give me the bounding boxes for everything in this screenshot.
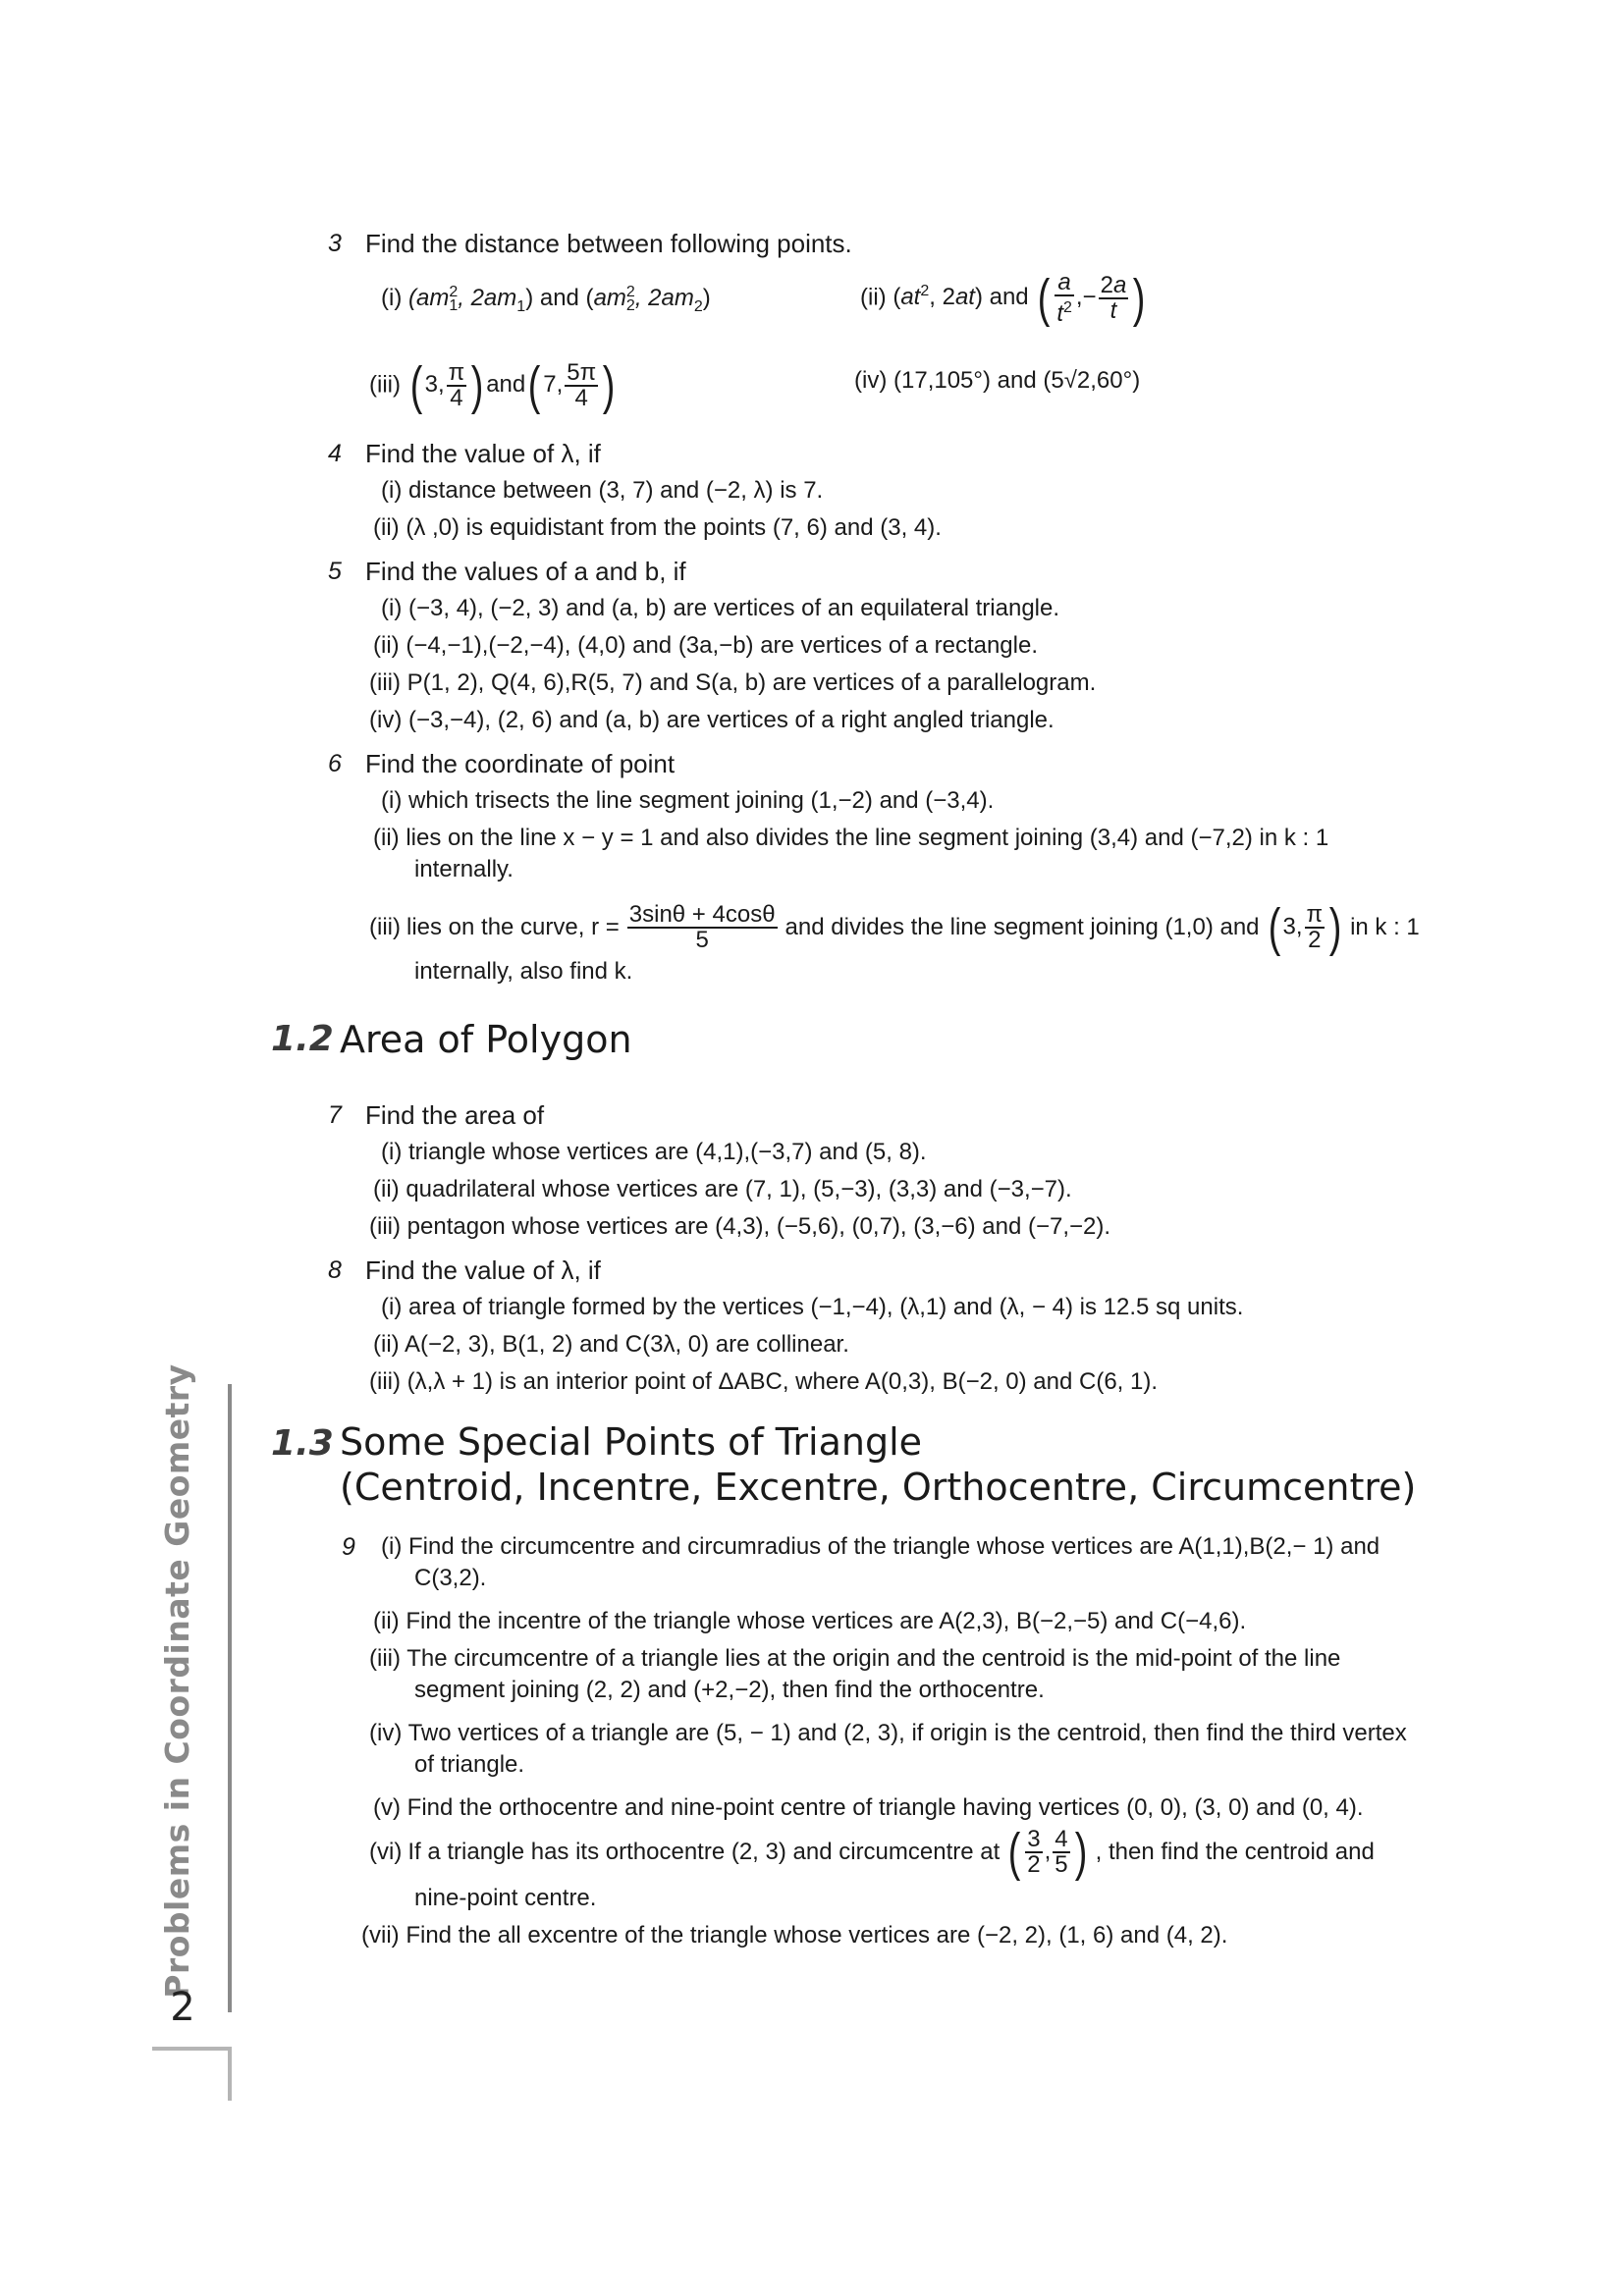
- section-title: Area of Polygon: [340, 1018, 632, 1061]
- question-text: Find the value of λ, if: [365, 439, 601, 468]
- item-text: area of triangle formed by the vertices (−1,−4), (λ,1) and (λ, − 4) is 12.5 sq units.: [408, 1294, 1244, 1320]
- list-item: [369, 1718, 1407, 1749]
- item-text: If a triangle has its orthocentre (2, 3) and circumcentre at: [407, 1839, 1001, 1865]
- fraction-numerator: 3sinθ + 4cosθ: [628, 901, 776, 928]
- list-item: [373, 512, 942, 544]
- part-label: (i): [381, 477, 403, 504]
- item-continuation: internally.: [414, 856, 514, 882]
- list-item: [373, 823, 1328, 854]
- item-text: Two vertices of a triangle are (5, − 1) and (2, 3), if origin is the centroid, then find the third vertex: [407, 1720, 1407, 1746]
- footer-rule-vertical: [228, 2047, 232, 2101]
- page-number: 2: [170, 1985, 195, 2030]
- item-continuation: C(3,2).: [414, 1565, 487, 1591]
- list-item: [381, 593, 1059, 624]
- list-item: [381, 475, 823, 507]
- item-text: and divides the line segment joining (1,0) and: [784, 914, 1260, 940]
- part-label: (vii): [361, 1922, 400, 1949]
- part-label: (iv): [854, 367, 888, 394]
- section-number: 1.2: [271, 1019, 334, 1059]
- question-text: Find the distance between following points.: [365, 229, 852, 258]
- question-number: 9: [342, 1533, 355, 1561]
- list-item: [361, 1920, 1227, 1951]
- section-subtitle: (Centroid, Incentre, Excentre, Orthocentre, Circumcentre): [340, 1466, 1417, 1509]
- q3-part-iii: [369, 356, 618, 415]
- list-item: [373, 1606, 1246, 1637]
- part-label: (i): [381, 595, 403, 621]
- item-text: triangle whose vertices are (4,1),(−3,7) and (5, 8).: [408, 1139, 927, 1165]
- math-expression: ($at^2$, 2at) and ( $\frac{a}{t^2}$ ,− $\frac{2a}{t}$ ): [893, 269, 1146, 328]
- list-item: [373, 1174, 1072, 1205]
- part-label: (iii): [369, 1213, 401, 1240]
- list-item: [369, 705, 1055, 736]
- part-label: (iv): [369, 707, 403, 733]
- q3-part-iv: [854, 365, 1140, 397]
- item-continuation: of triangle.: [414, 1751, 525, 1778]
- list-item: [373, 1329, 849, 1361]
- list-item: [381, 1292, 1243, 1323]
- item-continuation: segment joining (2, 2) and (+2,−2), then find the orthocentre.: [414, 1677, 1045, 1703]
- part-label: (iii): [369, 914, 401, 940]
- part-label: (iv): [369, 1720, 403, 1746]
- list-item: [381, 785, 994, 817]
- item-text: quadrilateral whose vertices are (7, 1), (5,−3), (3,3) and (−3,−7).: [406, 1176, 1072, 1202]
- part-label: (i): [381, 285, 403, 311]
- part-label: (vi): [369, 1839, 403, 1865]
- item-text: A(−2, 3), B(1, 2) and C(3λ, 0) are collinear.: [405, 1331, 849, 1358]
- part-label: (i): [381, 1533, 403, 1560]
- list-item: [373, 630, 1038, 662]
- item-text: pentagon whose vertices are (4,3), (−5,6), (0,7), (3,−6) and (−7,−2).: [406, 1213, 1111, 1240]
- item-text: Find the incentre of the triangle whose vertices are A(2,3), B(−2,−5) and C(−4,6).: [406, 1608, 1247, 1634]
- list-item: [373, 1792, 1364, 1824]
- list-item: [369, 667, 1096, 699]
- item-text: (17,105°) and (5√2,60°): [893, 367, 1141, 394]
- part-label: (ii): [373, 825, 400, 851]
- list-item: [369, 1211, 1110, 1243]
- math-expression: ( 3, $\frac{\pi}{2}$ ): [1268, 898, 1342, 957]
- part-label: (iii): [369, 1368, 401, 1395]
- item-text: Find the circumcentre and circumradius of the triangle whose vertices are A(1,1),B(2,− 1) and: [408, 1533, 1380, 1560]
- question-number: 5: [328, 558, 342, 585]
- side-rule: [228, 1384, 232, 2012]
- math-expression: (am 2 1 , $2am_1$) and (am 2 2 , $2am_2$): [408, 283, 711, 315]
- item-text: The circumcentre of a triangle lies at the origin and the centroid is the mid-point of the line: [406, 1645, 1341, 1672]
- question-text: Find the values of a and b, if: [365, 557, 686, 586]
- list-item: [369, 1366, 1158, 1398]
- math-expression: ( $\frac{3}{2}$ , $\frac{4}{5}$ ): [1007, 1823, 1087, 1882]
- running-side-title: Problems in Coordinate Geometry: [157, 1363, 196, 1999]
- item-text: (−4,−1),(−2,−4), (4,0) and (3a,−b) are vertices of a rectangle.: [406, 632, 1039, 659]
- list-item: [369, 898, 1420, 957]
- part-label: (v): [373, 1794, 401, 1821]
- q3-part-ii: [860, 271, 1148, 326]
- question-number: 6: [328, 750, 342, 777]
- part-label: (ii): [373, 1608, 400, 1634]
- fraction: [627, 903, 778, 952]
- item-text: (λ ,0) is equidistant from the points (7, 6) and (3, 4).: [406, 514, 942, 541]
- list-item: [369, 1823, 1375, 1882]
- part-label: (iii): [369, 371, 401, 399]
- question-text: Find the coordinate of point: [365, 749, 676, 778]
- section-title: Some Special Points of Triangle: [340, 1420, 923, 1464]
- item-text: (−3,−4), (2, 6) and (a, b) are vertices of a right angled triangle.: [408, 707, 1055, 733]
- list-item: [381, 1531, 1380, 1563]
- part-label: (i): [381, 1294, 403, 1320]
- item-text: (λ,λ + 1) is an interior point of ΔABC, where A(0,3), B(−2, 0) and C(6, 1).: [406, 1368, 1159, 1395]
- part-label: (iii): [369, 669, 401, 696]
- math-expression: ( 3, $\frac{\pi}{4}$ ) and( 7, $\frac{5\pi}{4}$ ): [409, 356, 616, 415]
- part-label: (i): [381, 1139, 403, 1165]
- part-label: (ii): [860, 284, 887, 311]
- item-continuation: nine-point centre.: [414, 1885, 597, 1911]
- question-number: 8: [328, 1256, 342, 1284]
- item-text: Find the orthocentre and nine-point centre of triangle having vertices (0, 0), (3, 0) and (0, 4).: [406, 1794, 1364, 1821]
- part-label: (ii): [373, 1331, 400, 1358]
- fraction-denominator: 5: [627, 927, 778, 952]
- part-label: (iii): [369, 1645, 401, 1672]
- question-text: Find the area of: [365, 1100, 545, 1130]
- question-number: 3: [328, 230, 342, 257]
- part-label: (ii): [373, 514, 400, 541]
- item-text: lies on the curve, r =: [406, 914, 620, 940]
- q3-part-i: [381, 283, 711, 323]
- item-text: Find the all excentre of the triangle whose vertices are (−2, 2), (1, 6) and (4, 2).: [406, 1922, 1228, 1949]
- part-label: (i): [381, 787, 403, 814]
- list-item: [369, 1643, 1340, 1675]
- item-text: P(1, 2), Q(4, 6),R(5, 7) and S(a, b) are vertices of a parallelogram.: [406, 669, 1097, 696]
- item-text: (−3, 4), (−2, 3) and (a, b) are vertices of an equilateral triangle.: [408, 595, 1060, 621]
- footer-rule: [152, 2047, 232, 2051]
- question-text: Find the value of λ, if: [365, 1255, 601, 1285]
- item-text: distance between (3, 7) and (−2, λ) is 7.: [408, 477, 824, 504]
- part-label: (ii): [373, 1176, 400, 1202]
- item-text: in k : 1: [1350, 914, 1420, 940]
- question-number: 7: [328, 1101, 342, 1129]
- item-text: , then find the centroid and: [1095, 1839, 1375, 1865]
- item-text: lies on the line x − y = 1 and also divides the line segment joining (3,4) and (−7,2) in k : 1: [406, 825, 1329, 851]
- item-continuation: internally, also find k.: [414, 958, 633, 985]
- question-number: 4: [328, 440, 342, 467]
- list-item: [381, 1137, 927, 1168]
- part-label: (ii): [373, 632, 400, 659]
- section-number: 1.3: [271, 1423, 334, 1464]
- item-text: which trisects the line segment joining (1,−2) and (−3,4).: [408, 787, 995, 814]
